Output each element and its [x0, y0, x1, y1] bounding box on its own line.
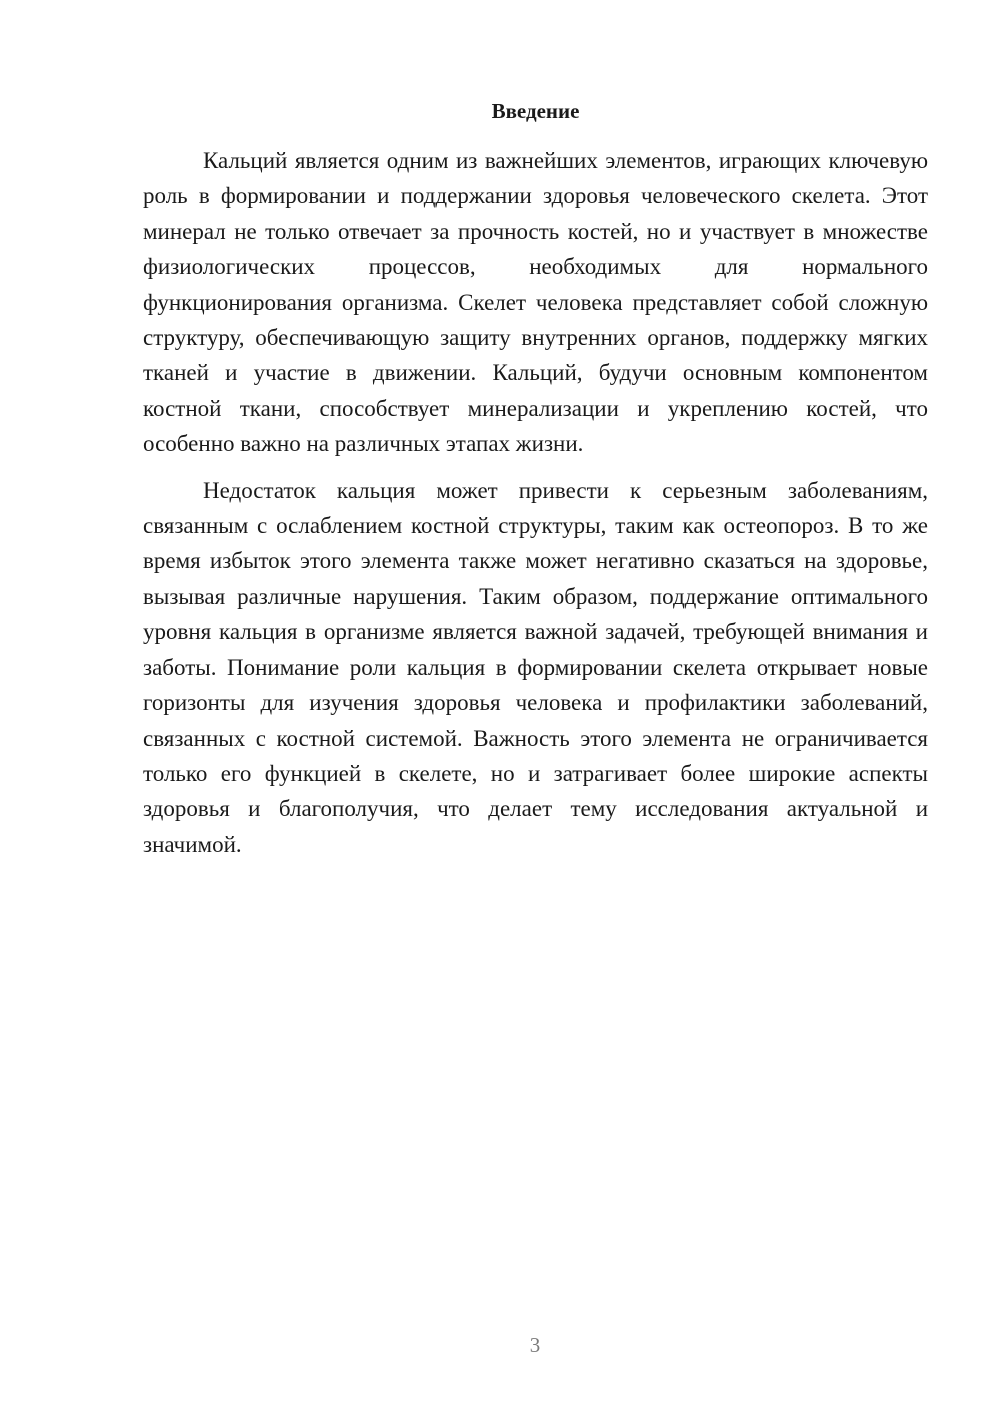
- section-title: Введение: [491, 99, 580, 123]
- paragraph-2: Недостаток кальция может привести к серьезным заболеваниям, связанным с ослаблением костной структуры, таким как остеопороз. В то же время избыток этого элемента также может негативно сказаться на здоровье, вызывая различные нарушения. Таким образом, поддержание оптимального уровня кальция в организме является важной задачей, требующей внимания и заботы. Понимание роли кальция в формировании скелета открывает новые горизонты для изучения здоровья человека и профилактики заболеваний, связанных с костной системой. Важность этого элемента не ограничивается только его функцией в скелете, но и затрагивает более широкие аспекты здоровья и благополучия, что делает тему исследования актуальной и значимой.: [143, 477, 928, 857]
- body-text: [143, 143, 928, 862]
- paragraph-1: Кальций является одним из важнейших элементов, играющих ключевую роль в формировании и поддержании здоровья человеческого скелета. Этот минерал не только отвечает за прочность костей, но и участвует в множестве физиологических процессов, необходимых для нормального функционирования организма. Скелет человека представляет собой сложную структуру, обеспечивающую защиту внутренних органов, поддержку мягких тканей и участие в движении. Кальций, будучи основным компонентом костной ткани, способствует минерализации и укреплению костей, что особенно важно на различных этапах жизни.: [143, 148, 928, 457]
- page-number: 3: [529, 1333, 541, 1357]
